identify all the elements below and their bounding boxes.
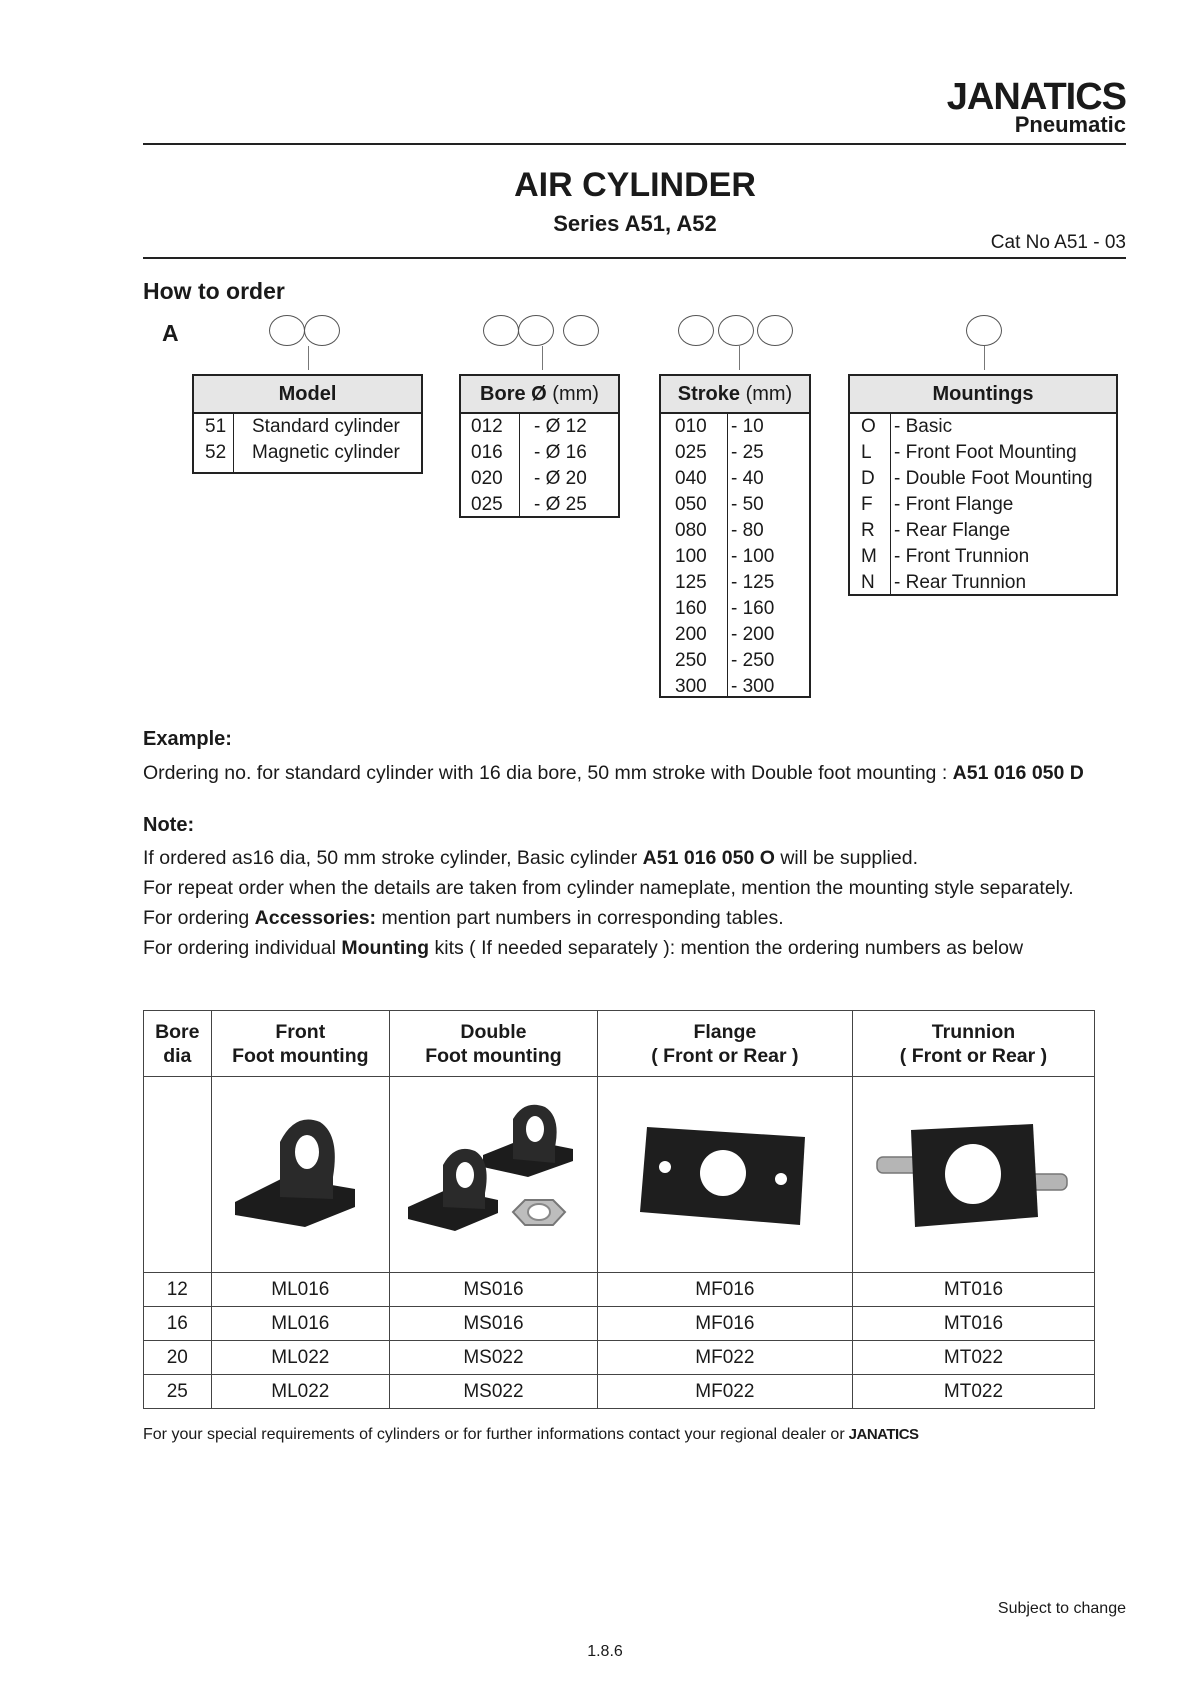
page-title: AIR CYLINDER — [514, 166, 756, 204]
mountings-row — [850, 414, 1116, 440]
bore-dia-cell: 20 — [144, 1341, 212, 1375]
contact-note — [143, 1426, 919, 1444]
order-prefix: A — [162, 320, 179, 346]
note-line — [143, 843, 1074, 873]
model-label: Standard cylinder — [252, 416, 400, 437]
series-title: Series A51, A52 — [553, 211, 717, 236]
table-header-row — [144, 1011, 1095, 1077]
stroke-row — [661, 492, 809, 518]
contact-text: For your special requirements of cylinders or for further informations contact your regional dealer or — [143, 1426, 845, 1443]
note-heading: Note: — [143, 814, 195, 836]
note-emphasis: Mounting — [341, 937, 430, 959]
column-header — [390, 1011, 598, 1077]
stroke-label: - 40 — [731, 468, 764, 489]
mountings-code: F — [861, 494, 873, 515]
stroke-label: - 160 — [731, 598, 775, 619]
stroke-header — [661, 376, 809, 414]
mountings-label: - Front Trunnion — [894, 546, 1030, 567]
page-number: 1.8.6 — [587, 1643, 623, 1660]
note-body — [143, 843, 1074, 963]
model-label: Magnetic cylinder — [252, 442, 400, 463]
trunnion-block-icon — [873, 1102, 1073, 1242]
image-cell-empty — [144, 1077, 212, 1273]
stroke-digit-circle — [757, 315, 793, 346]
bore-row — [461, 440, 618, 466]
model-row — [194, 440, 421, 466]
brand-subtitle: Pneumatic — [1014, 112, 1126, 137]
stroke-label: - 10 — [731, 416, 764, 437]
bore-dia-cell: 25 — [144, 1375, 212, 1409]
bore-label: - Ø 25 — [534, 494, 587, 515]
example-code: A51 016 050 D — [952, 762, 1084, 784]
mountings-row — [850, 492, 1116, 518]
mountings-table — [848, 374, 1118, 596]
column-header-line: Foot mounting — [232, 1044, 369, 1067]
column-header-line: Double — [460, 1020, 527, 1043]
note-text: For ordering — [143, 907, 255, 929]
column-header-line: Foot mounting — [425, 1044, 562, 1067]
double-foot-bracket-icon — [403, 1097, 583, 1247]
stroke-code: 080 — [675, 520, 707, 541]
mountings-code: R — [861, 520, 875, 541]
image-cell-double-foot — [390, 1077, 598, 1273]
flange-plate-icon — [635, 1107, 815, 1237]
note-text: will be supplied. — [774, 847, 918, 869]
part-number-cell: MT016 — [852, 1273, 1094, 1307]
mountings-header: Mountings — [850, 376, 1116, 414]
stroke-header-label: Stroke — [677, 383, 741, 405]
stroke-code: 160 — [675, 598, 707, 619]
bore-label: - Ø 12 — [534, 416, 587, 437]
mountings-label: - Rear Trunnion — [894, 572, 1027, 593]
bore-digit-circle — [518, 315, 554, 346]
table-row — [144, 1375, 1095, 1409]
connector-line — [739, 346, 740, 370]
column-header-line: dia — [163, 1044, 192, 1067]
mountings-code: D — [861, 468, 875, 489]
column-header — [597, 1011, 852, 1077]
mountings-code: N — [861, 572, 875, 593]
part-number-cell: MF022 — [597, 1341, 852, 1375]
stroke-label: - 300 — [731, 676, 775, 697]
contact-brand: JANATICS — [848, 1426, 919, 1443]
bore-rows — [461, 414, 618, 518]
stroke-code: 125 — [675, 572, 707, 593]
top-rule — [143, 143, 1126, 145]
model-header: Model — [194, 376, 421, 414]
column-header-line: Bore — [155, 1020, 200, 1043]
note-text: For ordering individual — [143, 937, 342, 959]
image-row — [144, 1077, 1095, 1273]
connector-line — [542, 346, 543, 370]
bore-code: 016 — [471, 442, 503, 463]
table-row — [144, 1341, 1095, 1375]
stroke-code: 200 — [675, 624, 707, 645]
subject-to-change: Subject to change — [997, 1600, 1126, 1617]
part-number-cell: MT022 — [852, 1375, 1094, 1409]
part-number-cell: MT022 — [852, 1341, 1094, 1375]
mountings-row — [850, 544, 1116, 570]
part-number-cell: MT016 — [852, 1307, 1094, 1341]
mountings-label: - Rear Flange — [894, 520, 1011, 541]
bore-label: - Ø 20 — [534, 468, 587, 489]
mountings-rows — [850, 414, 1116, 596]
part-number-cell: ML022 — [211, 1375, 390, 1409]
part-number-cell: ML016 — [211, 1273, 390, 1307]
model-rows — [194, 414, 421, 466]
stroke-row — [661, 518, 809, 544]
mountings-row — [850, 518, 1116, 544]
stroke-rows — [661, 414, 809, 700]
image-cell-trunnion — [852, 1077, 1094, 1273]
part-number-cell: MS016 — [390, 1307, 598, 1341]
part-number-cell: MF016 — [597, 1273, 852, 1307]
column-header-line: Front — [275, 1020, 326, 1043]
bore-label: - Ø 16 — [534, 442, 587, 463]
note-line: For repeat order when the details are taken from cylinder nameplate, mention the mounting style separately. — [143, 877, 1074, 899]
column-header-line: Flange — [693, 1020, 757, 1043]
stroke-code: 300 — [675, 676, 707, 697]
example-heading: Example: — [143, 728, 232, 750]
catalog-number: Cat No A51 - 03 — [990, 232, 1126, 253]
stroke-row — [661, 622, 809, 648]
part-number-cell: ML016 — [211, 1307, 390, 1341]
stroke-row — [661, 570, 809, 596]
stroke-row — [661, 544, 809, 570]
bore-row — [461, 466, 618, 492]
stroke-table — [659, 374, 811, 698]
note-text: If ordered as16 dia, 50 mm stroke cylinder, Basic cylinder — [143, 847, 643, 869]
bore-header — [461, 376, 618, 414]
bore-code: 012 — [471, 416, 503, 437]
brand-logo — [946, 76, 1126, 137]
stroke-label: - 250 — [731, 650, 775, 671]
mountings-code: M — [861, 546, 877, 567]
image-cell-front-foot — [211, 1077, 390, 1273]
mountings-label: - Front Foot Mounting — [894, 442, 1077, 463]
stroke-label: - 100 — [731, 546, 775, 567]
bore-row — [461, 492, 618, 518]
mountings-label: - Basic — [894, 416, 953, 437]
bore-code: 020 — [471, 468, 503, 489]
connector-line — [308, 346, 309, 370]
table-row — [144, 1273, 1095, 1307]
column-header — [211, 1011, 390, 1077]
stroke-label: - 50 — [731, 494, 764, 515]
bore-dia-cell: 16 — [144, 1307, 212, 1341]
column-header-line: ( Front or Rear ) — [651, 1044, 799, 1067]
mountings-row — [850, 440, 1116, 466]
bore-header-unit: (mm) — [552, 383, 599, 405]
part-number-cell: ML022 — [211, 1341, 390, 1375]
model-code: 52 — [205, 442, 227, 463]
mountings-row — [850, 570, 1116, 596]
note-text: mention part numbers in corresponding tables. — [376, 907, 784, 929]
stroke-label: - 125 — [731, 572, 775, 593]
bore-digit-circle — [483, 315, 519, 346]
mountings-row — [850, 466, 1116, 492]
stroke-digit-circle — [678, 315, 714, 346]
stroke-row — [661, 596, 809, 622]
table-row — [144, 1307, 1095, 1341]
stroke-label: - 80 — [731, 520, 764, 541]
stroke-label: - 200 — [731, 624, 775, 645]
bore-row — [461, 414, 618, 440]
stroke-code: 050 — [675, 494, 707, 515]
stroke-label: - 25 — [731, 442, 764, 463]
bore-dia-cell: 12 — [144, 1273, 212, 1307]
model-digit-circle — [269, 315, 305, 346]
brand-name: JANATICS — [946, 76, 1126, 118]
stroke-row — [661, 674, 809, 700]
model-code: 51 — [205, 416, 227, 437]
model-row — [194, 414, 421, 440]
column-header — [144, 1011, 212, 1077]
stroke-row — [661, 466, 809, 492]
bore-code: 025 — [471, 494, 503, 515]
note-code: A51 016 050 O — [642, 847, 775, 869]
stroke-code: 100 — [675, 546, 707, 567]
part-number-cell: MS016 — [390, 1273, 598, 1307]
part-number-cell: MS022 — [390, 1341, 598, 1375]
stroke-code: 025 — [675, 442, 707, 463]
example-text — [143, 758, 1084, 788]
stroke-code: 010 — [675, 416, 707, 437]
image-cell-flange — [597, 1077, 852, 1273]
how-to-order-heading: How to order — [143, 278, 285, 304]
stroke-code: 040 — [675, 468, 707, 489]
connector-line — [984, 346, 985, 370]
mountings-label: - Double Foot Mounting — [894, 468, 1093, 489]
model-digit-circle — [304, 315, 340, 346]
stroke-code: 250 — [675, 650, 707, 671]
stroke-row — [661, 440, 809, 466]
stroke-row — [661, 648, 809, 674]
example-description: Ordering no. for standard cylinder with 16 dia bore, 50 mm stroke with Double foot mounting : — [143, 762, 953, 784]
stroke-digit-circle — [718, 315, 754, 346]
stroke-header-unit: (mm) — [740, 383, 793, 405]
part-number-cell: MF022 — [597, 1375, 852, 1409]
mountings-code: O — [861, 416, 876, 437]
mounting-digit-circle — [966, 315, 1002, 346]
title-rule — [143, 257, 1126, 259]
note-line — [143, 903, 1074, 933]
note-emphasis: Accessories: — [254, 907, 377, 929]
front-foot-bracket-icon — [225, 1107, 375, 1237]
model-table — [192, 374, 423, 474]
bore-header-label: Bore Ø — [480, 383, 547, 405]
column-header — [852, 1011, 1094, 1077]
stroke-row — [661, 414, 809, 440]
column-header-line: Trunnion — [931, 1020, 1016, 1043]
note-text: kits ( If needed separately ): mention the ordering numbers as below — [429, 937, 1024, 959]
column-header-line: ( Front or Rear ) — [899, 1044, 1048, 1067]
part-number-cell: MS022 — [390, 1375, 598, 1409]
part-number-cell: MF016 — [597, 1307, 852, 1341]
mountings-label: - Front Flange — [894, 494, 1014, 515]
note-line — [143, 933, 1074, 963]
bore-table — [459, 374, 620, 518]
bore-digit-circle — [563, 315, 599, 346]
mounting-kits-table — [143, 1010, 1095, 1409]
mountings-code: L — [861, 442, 872, 463]
